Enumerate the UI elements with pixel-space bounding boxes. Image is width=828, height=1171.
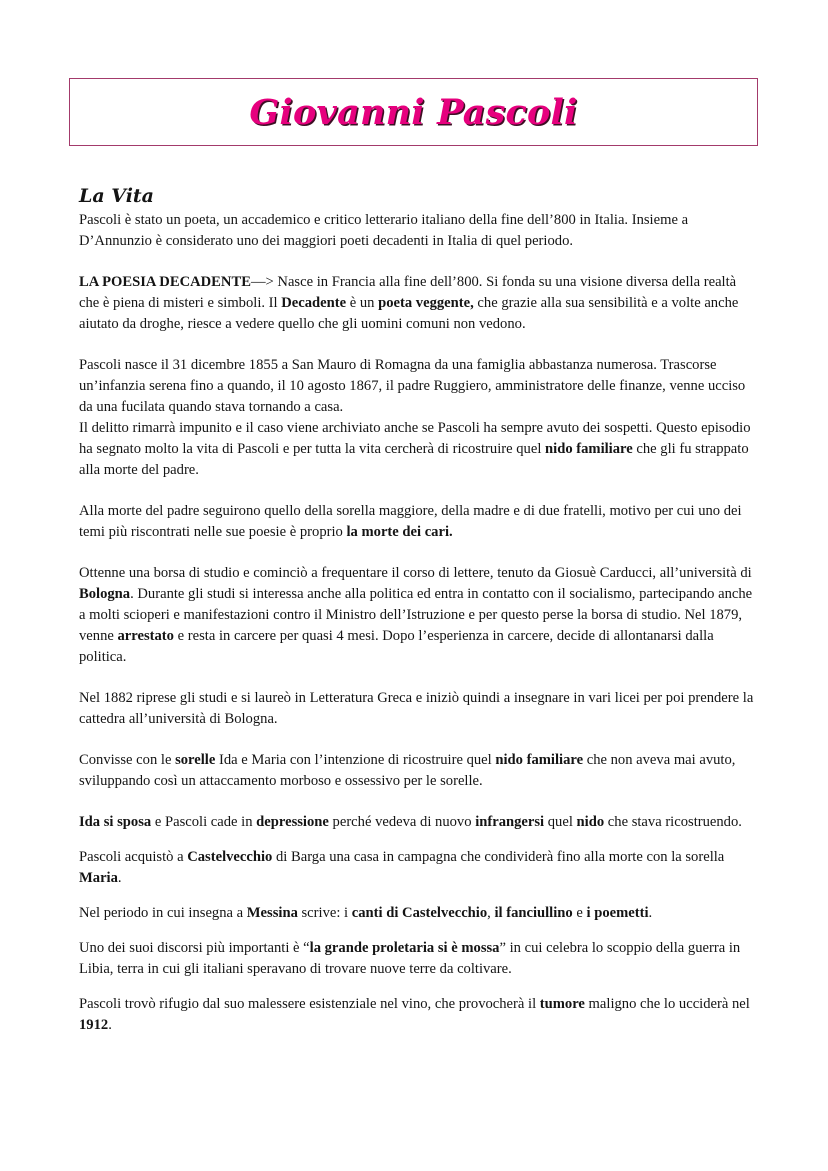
section-heading: La Vita [79, 185, 154, 207]
bold-text-run: nido familiare [495, 752, 584, 768]
text-run: Nel periodo in cui insegna a [79, 905, 247, 921]
bold-text-run: il fanciullino [494, 905, 573, 921]
document-body [79, 184, 759, 1036]
text-run: Uno dei suoi discorsi più importanti è “ [79, 940, 310, 956]
text-run: . [648, 905, 653, 921]
bold-text-run: Maria [79, 870, 118, 886]
text-run: . Durante gli studi si interessa anche alla politica ed entra in contatto con il socialismo, partecipando anche a molti scioperi e manifestazioni contro il Ministro dell’Istruzione e per questo perse la borsa di studio. Nel 1879, venne [79, 586, 753, 644]
text-run: —> Nasce in Francia alla fine dell’800. Si fonda su una visione diversa della realtà che è piena di misteri e simboli. Il [79, 274, 737, 311]
text-run: Pascoli è stato un poeta, un accademico e critico letterario italiano della fine dell’800 in Italia. Insieme a D’Annunzio è considerato uno dei maggiori poeti decadenti in Italia di quel periodo. [79, 212, 689, 249]
text-run: . [117, 870, 122, 886]
paragraph-morte [79, 994, 759, 1036]
text-run: ” in cui celebra lo scoppio della guerra in Libia, terra in cui gli italiani speravano di trovare nuove terre da coltivare. [79, 940, 741, 977]
paragraph-intro [79, 210, 759, 252]
bold-text-run: Messina [246, 905, 298, 921]
text-run: che grazie alla sua sensibilità e a volte anche aiutato da droghe, riesce a vedere quello che gli uomini comuni non vedono. [79, 295, 739, 332]
text-run: perché vedeva di nuovo [328, 814, 476, 830]
bold-text-run: poeta veggente, [378, 295, 474, 311]
text-run: e resta in carcere per quasi 4 mesi. Dopo l’esperienza in carcere, decide di allontanarsi dalla politica. [79, 628, 714, 665]
text-run: di Barga una casa in campagna che condividerà fino alla morte con la sorella [272, 849, 725, 865]
bold-text-run: canti di Castelvecchio [351, 905, 488, 921]
text-run: Il delitto rimarrà impunito e il caso viene archiviato anche se Pascoli ha sempre avuto dei sospetti. Questo episodio ha segnato molto la vita di Pascoli e per tutta la vita cercherà di ricostruire quel [79, 420, 751, 457]
text-run: Ottenne una borsa di studio e cominciò a frequentare il corso di lettere, tenuto da Giosuè Carducci, all’università di [79, 565, 752, 581]
bold-text-run: la morte dei cari. [346, 524, 453, 540]
paragraph-studi-bologna [79, 563, 759, 668]
text-run: Pascoli nasce il 31 dicembre 1855 a San Mauro di Romagna da una famiglia abbastanza numerosa. Trascorse un’infanzia serena fino a quando, il 10 agosto 1867, il padre Ruggiero, amministratore delle finanze, venne ucciso da una fucilata quando stava tornando a casa. [79, 357, 746, 415]
bold-text-run: infrangersi [475, 814, 545, 830]
bold-text-run: Castelvecchio [187, 849, 273, 865]
paragraph-lutti-familiari [79, 501, 759, 543]
bold-text-run: tumore [539, 996, 585, 1012]
text-run: Ida e Maria con l’intenzione di ricostruire quel [215, 752, 496, 768]
bold-text-run: depressione [256, 814, 329, 830]
paragraph-laurea [79, 688, 759, 730]
text-run: quel [544, 814, 577, 830]
text-run: Pascoli trovò rifugio dal suo malessere esistenziale nel vino, che provocherà il [79, 996, 540, 1012]
bold-text-run: Ida si sposa [79, 814, 152, 830]
bold-text-run: Decadente [281, 295, 347, 311]
paragraph-opere-messina [79, 903, 759, 924]
text-run: Alla morte del padre seguirono quello della sorella maggiore, della madre e di due fratelli, motivo per cui uno dei temi più riscontrati nelle sue poesie è proprio [79, 503, 742, 540]
text-run: che non aveva mai avuto, sviluppando così un attaccamento morboso e ossessivo per le sorelle. [79, 752, 736, 789]
paragraph-depressione [79, 812, 759, 833]
bold-text-run: la grande proletaria si è mossa [309, 940, 500, 956]
text-run: è un [346, 295, 379, 311]
bold-text-run: 1912 [79, 1017, 109, 1033]
bold-text-run: sorelle [175, 752, 216, 768]
document-title: Giovanni Pascoli [249, 91, 578, 133]
bold-text-run: Bologna [79, 586, 131, 602]
text-run: che gli fu strappato alla morte del padre. [79, 441, 749, 478]
text-run: , [487, 905, 495, 921]
text-run: che stava ricostruendo. [604, 814, 742, 830]
bold-text-run: nido familiare [545, 441, 633, 457]
bold-text-run: i poemetti [586, 905, 649, 921]
paragraph-castelvecchio [79, 847, 759, 889]
text-run: e Pascoli cade in [151, 814, 257, 830]
bold-text-run: nido [576, 814, 605, 830]
text-run: Convisse con le [79, 752, 176, 768]
bold-text-run: arrestato [117, 628, 174, 644]
text-run: . [108, 1017, 112, 1033]
text-run: maligno che lo ucciderà nel [584, 996, 750, 1012]
paragraph-grande-proletaria [79, 938, 759, 980]
text-run: scrive: i [297, 905, 352, 921]
text-run: Pascoli acquistò a [79, 849, 188, 865]
bold-text-run: LA POESIA DECADENTE [79, 274, 251, 290]
text-run: e [572, 905, 587, 921]
paragraph-poesia-decadente [79, 272, 759, 335]
title-box [69, 78, 758, 146]
text-run: Nel 1882 riprese gli studi e si laureò in Letteratura Greca e iniziò quindi a insegnare in vari licei per poi prendere la cattedra all’università di Bologna. [79, 690, 754, 727]
paragraph-sorelle [79, 750, 759, 792]
paragraph-nascita-infanzia [79, 355, 759, 481]
